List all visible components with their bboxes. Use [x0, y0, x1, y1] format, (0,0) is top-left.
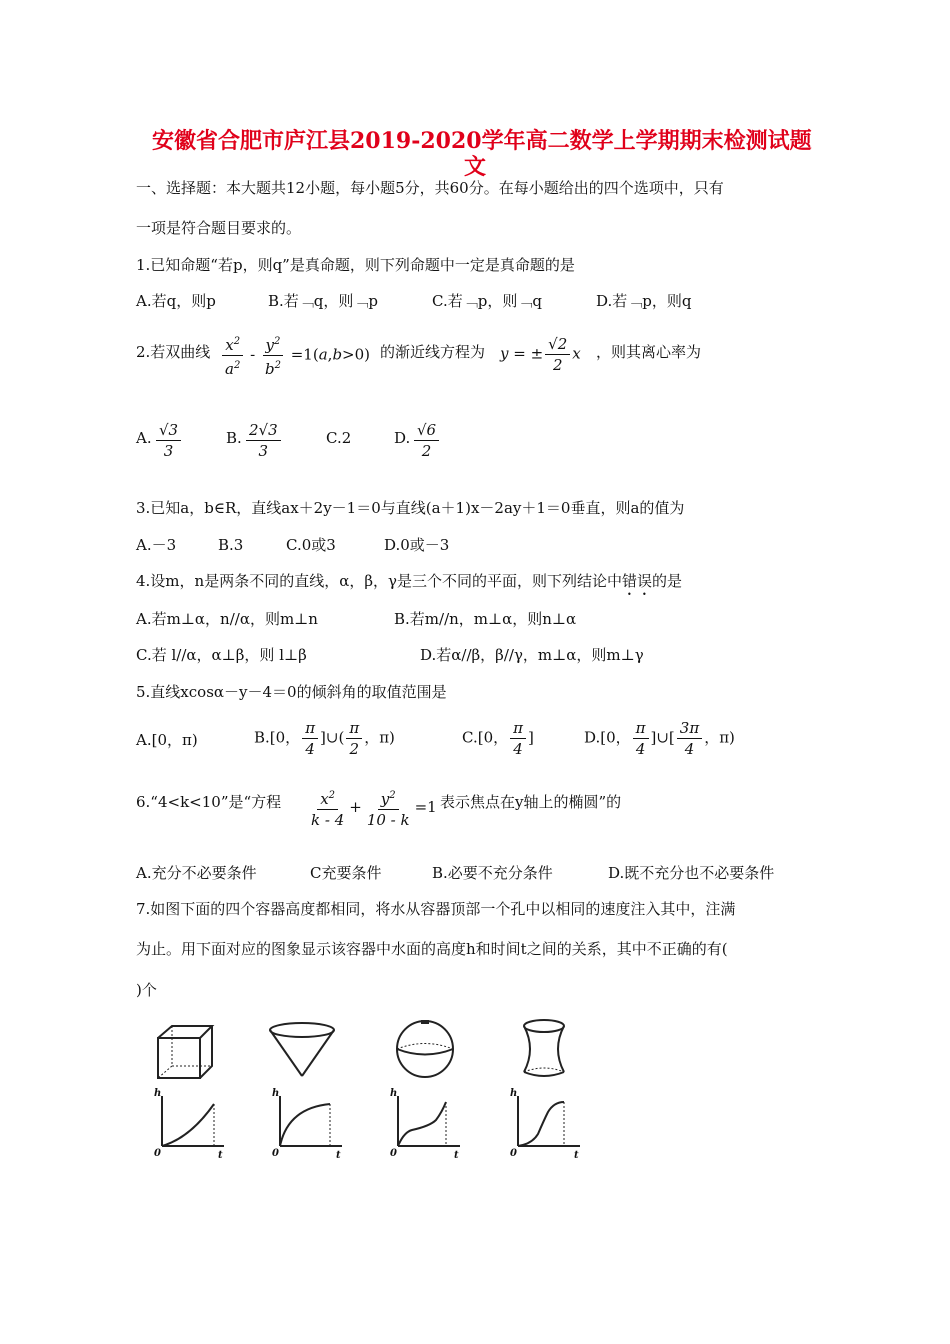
- q3-option-a: A.－3: [136, 536, 177, 554]
- q5-option-d: D.[0， $\frac{\pi}{4}$ ]∪[ $\frac{3\pi}{4}$ ，π): [584, 719, 735, 758]
- graph-hourglass: [506, 1090, 582, 1162]
- q7-line2: 为止。用下面对应的图象显示该容器中水面的高度h和时间t之间的关系，其中不正确的有(: [136, 940, 728, 958]
- q3-option-b: B.3: [218, 536, 244, 554]
- q3-option-c: C.0或3: [286, 536, 336, 554]
- q5-option-c: C.[0， $\frac{\pi}{4}$ ]: [462, 719, 534, 758]
- q4-option-a: A.若m⊥α，n//α，则m⊥n: [136, 610, 318, 628]
- graph3-axis-t: t: [454, 1150, 459, 1161]
- container-cube: [156, 1024, 216, 1080]
- q4-stem-c: 的是: [651, 572, 682, 590]
- graph-sphere: [386, 1090, 462, 1162]
- page-title-line2: 文: [464, 154, 487, 180]
- q5-stem: 5.直线xcosα－y－4＝0的倾斜角的取值范围是: [136, 683, 447, 701]
- q3-stem: 3.已知a，b∈R，直线ax＋2y－1＝0与直线(a＋1)x－2ay＋1＝0垂直，则a的值为: [136, 499, 685, 517]
- q6-suffix: 表示焦点在y轴上的椭圆”的: [440, 793, 622, 811]
- q2-option-b-label: B.: [226, 429, 242, 447]
- q2-option-d-value: $\frac{√6}{2}$: [412, 420, 441, 461]
- q2-mid: 的渐近线方程为: [380, 343, 486, 361]
- graph4-origin: 0: [510, 1148, 517, 1159]
- q2-option-d-label: D.: [394, 429, 411, 447]
- q5-option-b: B.[0， $\frac{\pi}{4}$ ]∪( $\frac{\pi}{2}$ ，π): [254, 719, 395, 758]
- container-sphere: [394, 1018, 456, 1080]
- q1-stem: 1.已知命题“若p，则q”是真命题，则下列命题中一定是真命题的是: [136, 256, 575, 274]
- q2-suffix: ，则其离心率为: [596, 343, 702, 361]
- container-inverted-cone: [266, 1020, 338, 1080]
- graph3-origin: 0: [390, 1148, 397, 1159]
- q4-stem-a: 4.设m，n是两条不同的直线，α，β，γ是三个不同的平面，则下列结论中: [136, 572, 622, 590]
- q6-option-b: B.必要不充分条件: [432, 864, 553, 882]
- graph2-origin: 0: [272, 1148, 279, 1159]
- q2-option-c: C.2: [326, 429, 352, 447]
- q2-hyperbola-equation: $\frac{x^2}{a^2}$ - $\frac{y^2}{b^2}$ =1(a,b>0): [220, 332, 370, 379]
- graph2-axis-h: h: [272, 1088, 280, 1099]
- page-title: 安徽省合肥市庐江县2019-2020学年高二数学上学期期末检测试题: [152, 128, 812, 154]
- container-hourglass: [516, 1018, 572, 1080]
- q7-line1: 7.如图下面的四个容器高度都相同，将水从容器顶部一个孔中以相同的速度注入其中，注满: [136, 900, 736, 918]
- graph-cube: [150, 1090, 226, 1162]
- q4-option-c: C.若 l//α，α⊥β，则 l⊥β: [136, 646, 307, 664]
- graph-cone: [268, 1090, 344, 1162]
- q7-line3: )个: [136, 981, 157, 999]
- q4-stem-emphasis: 错误: [621, 572, 652, 590]
- section-header: 一、选择题：本大题共12小题，每小题5分，共60分。在每小题给出的四个选项中，只有: [136, 179, 724, 197]
- q1-option-a: A.若q，则p: [136, 292, 216, 310]
- q1-option-c: C.若﹁p，则﹁q: [432, 292, 542, 310]
- q2-option-a-label: A.: [136, 429, 152, 447]
- q1-option-b: B.若﹁q，则﹁p: [268, 292, 378, 310]
- q3-option-d: D.0或－3: [384, 536, 450, 554]
- q6-option-a: A.充分不必要条件: [136, 864, 257, 882]
- q4-option-d: D.若α//β，β//γ，m⊥α，则m⊥γ: [420, 646, 644, 664]
- graph1-axis-h: h: [154, 1088, 162, 1099]
- q6-option-d: D.既不充分也不必要条件: [608, 864, 775, 882]
- graph2-axis-t: t: [336, 1150, 341, 1161]
- q6-prefix: 6.“4<k<10”是“方程: [136, 793, 282, 811]
- q2-option-a-value: $\frac{√3}{3}$: [154, 420, 183, 461]
- graph1-origin: 0: [154, 1148, 161, 1159]
- graph1-axis-t: t: [218, 1150, 223, 1161]
- graph4-axis-t: t: [574, 1150, 579, 1161]
- q2-asymptote: y = ± $\frac{√2}{2}$ x: [500, 335, 581, 374]
- q1-option-d: D.若﹁p，则q: [596, 292, 692, 310]
- q6-ellipse-equation: $\frac{x^2}{k - 4}$ + $\frac{y^2}{10 - k}$ =1: [306, 786, 437, 830]
- q4-option-b: B.若m//n，m⊥α，则n⊥α: [394, 610, 577, 628]
- graph3-axis-h: h: [390, 1088, 398, 1099]
- graph4-axis-h: h: [510, 1088, 518, 1099]
- q2-option-b-value: $\frac{2√3}{3}$: [244, 420, 283, 461]
- q2-prefix: 2.若双曲线: [136, 343, 211, 361]
- section-header-cont: 一项是符合题目要求的。: [136, 219, 302, 237]
- q5-option-a: A.[0，π): [136, 731, 198, 749]
- q4-stem: [136, 571, 682, 599]
- q6-option-c: C充要条件: [310, 864, 382, 882]
